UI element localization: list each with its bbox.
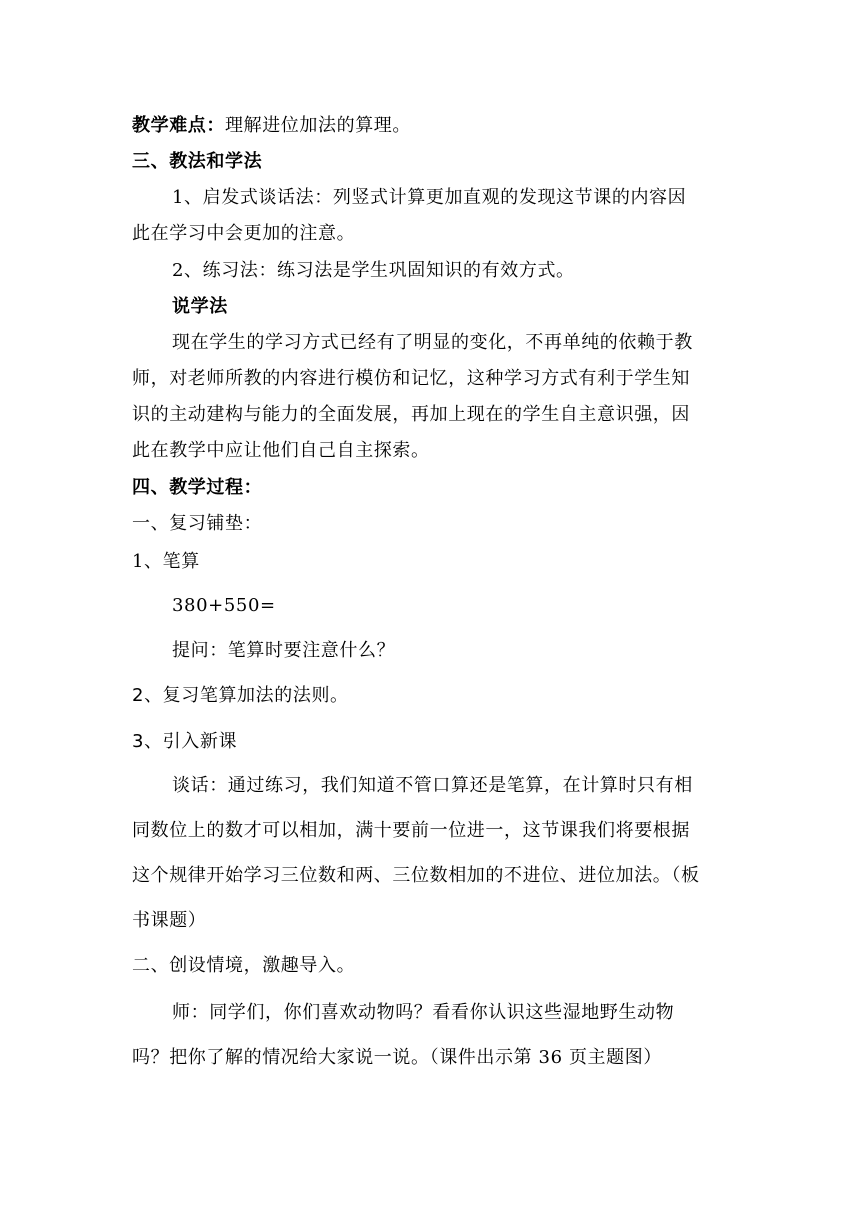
step-3-text: 、引入新课: [144, 731, 238, 752]
step-2-number: 2: [132, 685, 145, 706]
difficulty-text: 理解进位加法的算理。: [225, 115, 411, 136]
learning-method-paragraph-line-2: 师，对老师所教的内容进行模仿和记忆，这种学习方式有利于学生知: [132, 368, 690, 389]
teaching-difficulty: [132, 113, 732, 139]
teacher-paragraph-line-1: 师：同学们，你们喜欢动物吗？看看你认识这些湿地野生动物: [172, 1002, 675, 1023]
step-2-text: 、复习笔算加法的法则。: [144, 685, 349, 706]
difficulty-label: 教学难点：: [132, 115, 225, 136]
method-item-2: 2、练习法：练习法是学生巩固知识的有效方式。: [172, 260, 575, 281]
learning-method-subheading: 说学法: [172, 296, 228, 317]
method-item-1-line-2: 此在学习中会更加的注意。: [132, 223, 356, 244]
learning-method-paragraph-line-3: 识的主动建构与能力的全面发展，再加上现在的学生自主意识强，因: [132, 404, 690, 425]
talk-paragraph-line-3: 这个规律开始学习三位数和两、三位数相加的不进位、进位加法。（板: [132, 865, 700, 886]
step-1-label: 1、笔算: [132, 551, 200, 572]
talk-paragraph-line-4: 书课题）: [132, 910, 207, 931]
section-heading-methods: 三、教法和学法: [132, 151, 263, 172]
part-heading-review: 一、复习铺垫：: [132, 513, 263, 534]
part-heading-scenario: 二、创设情境，激趣导入。: [132, 955, 356, 976]
step-1-expression: 380+550=: [172, 595, 276, 616]
step-1-question: 提问：笔算时要注意什么？: [172, 640, 396, 661]
learning-method-paragraph-line-4: 此在教学中应让他们自己自主探索。: [132, 440, 430, 461]
talk-paragraph-line-1: 谈话：通过练习，我们知道不管口算还是笔算，在计算时只有相: [172, 775, 693, 796]
section-heading-process: 四、教学过程：: [132, 477, 263, 498]
step-3: [132, 729, 732, 755]
teacher-paragraph-line-2: 吗？把你了解的情况给大家说一说。（课件出示第 36 页主题图）: [132, 1047, 662, 1068]
step-2: [132, 683, 732, 709]
method-item-1-line-1: 1、启发式谈话法：列竖式计算更加直观的发现这节课的内容因: [172, 187, 687, 208]
talk-paragraph-line-2: 同数位上的数才可以相加，满十要前一位进一，这节课我们将要根据: [132, 820, 690, 841]
step-3-number: 3: [132, 731, 145, 752]
learning-method-paragraph-line-1: 现在学生的学习方式已经有了明显的变化，不再单纯的依赖于教: [172, 332, 693, 353]
